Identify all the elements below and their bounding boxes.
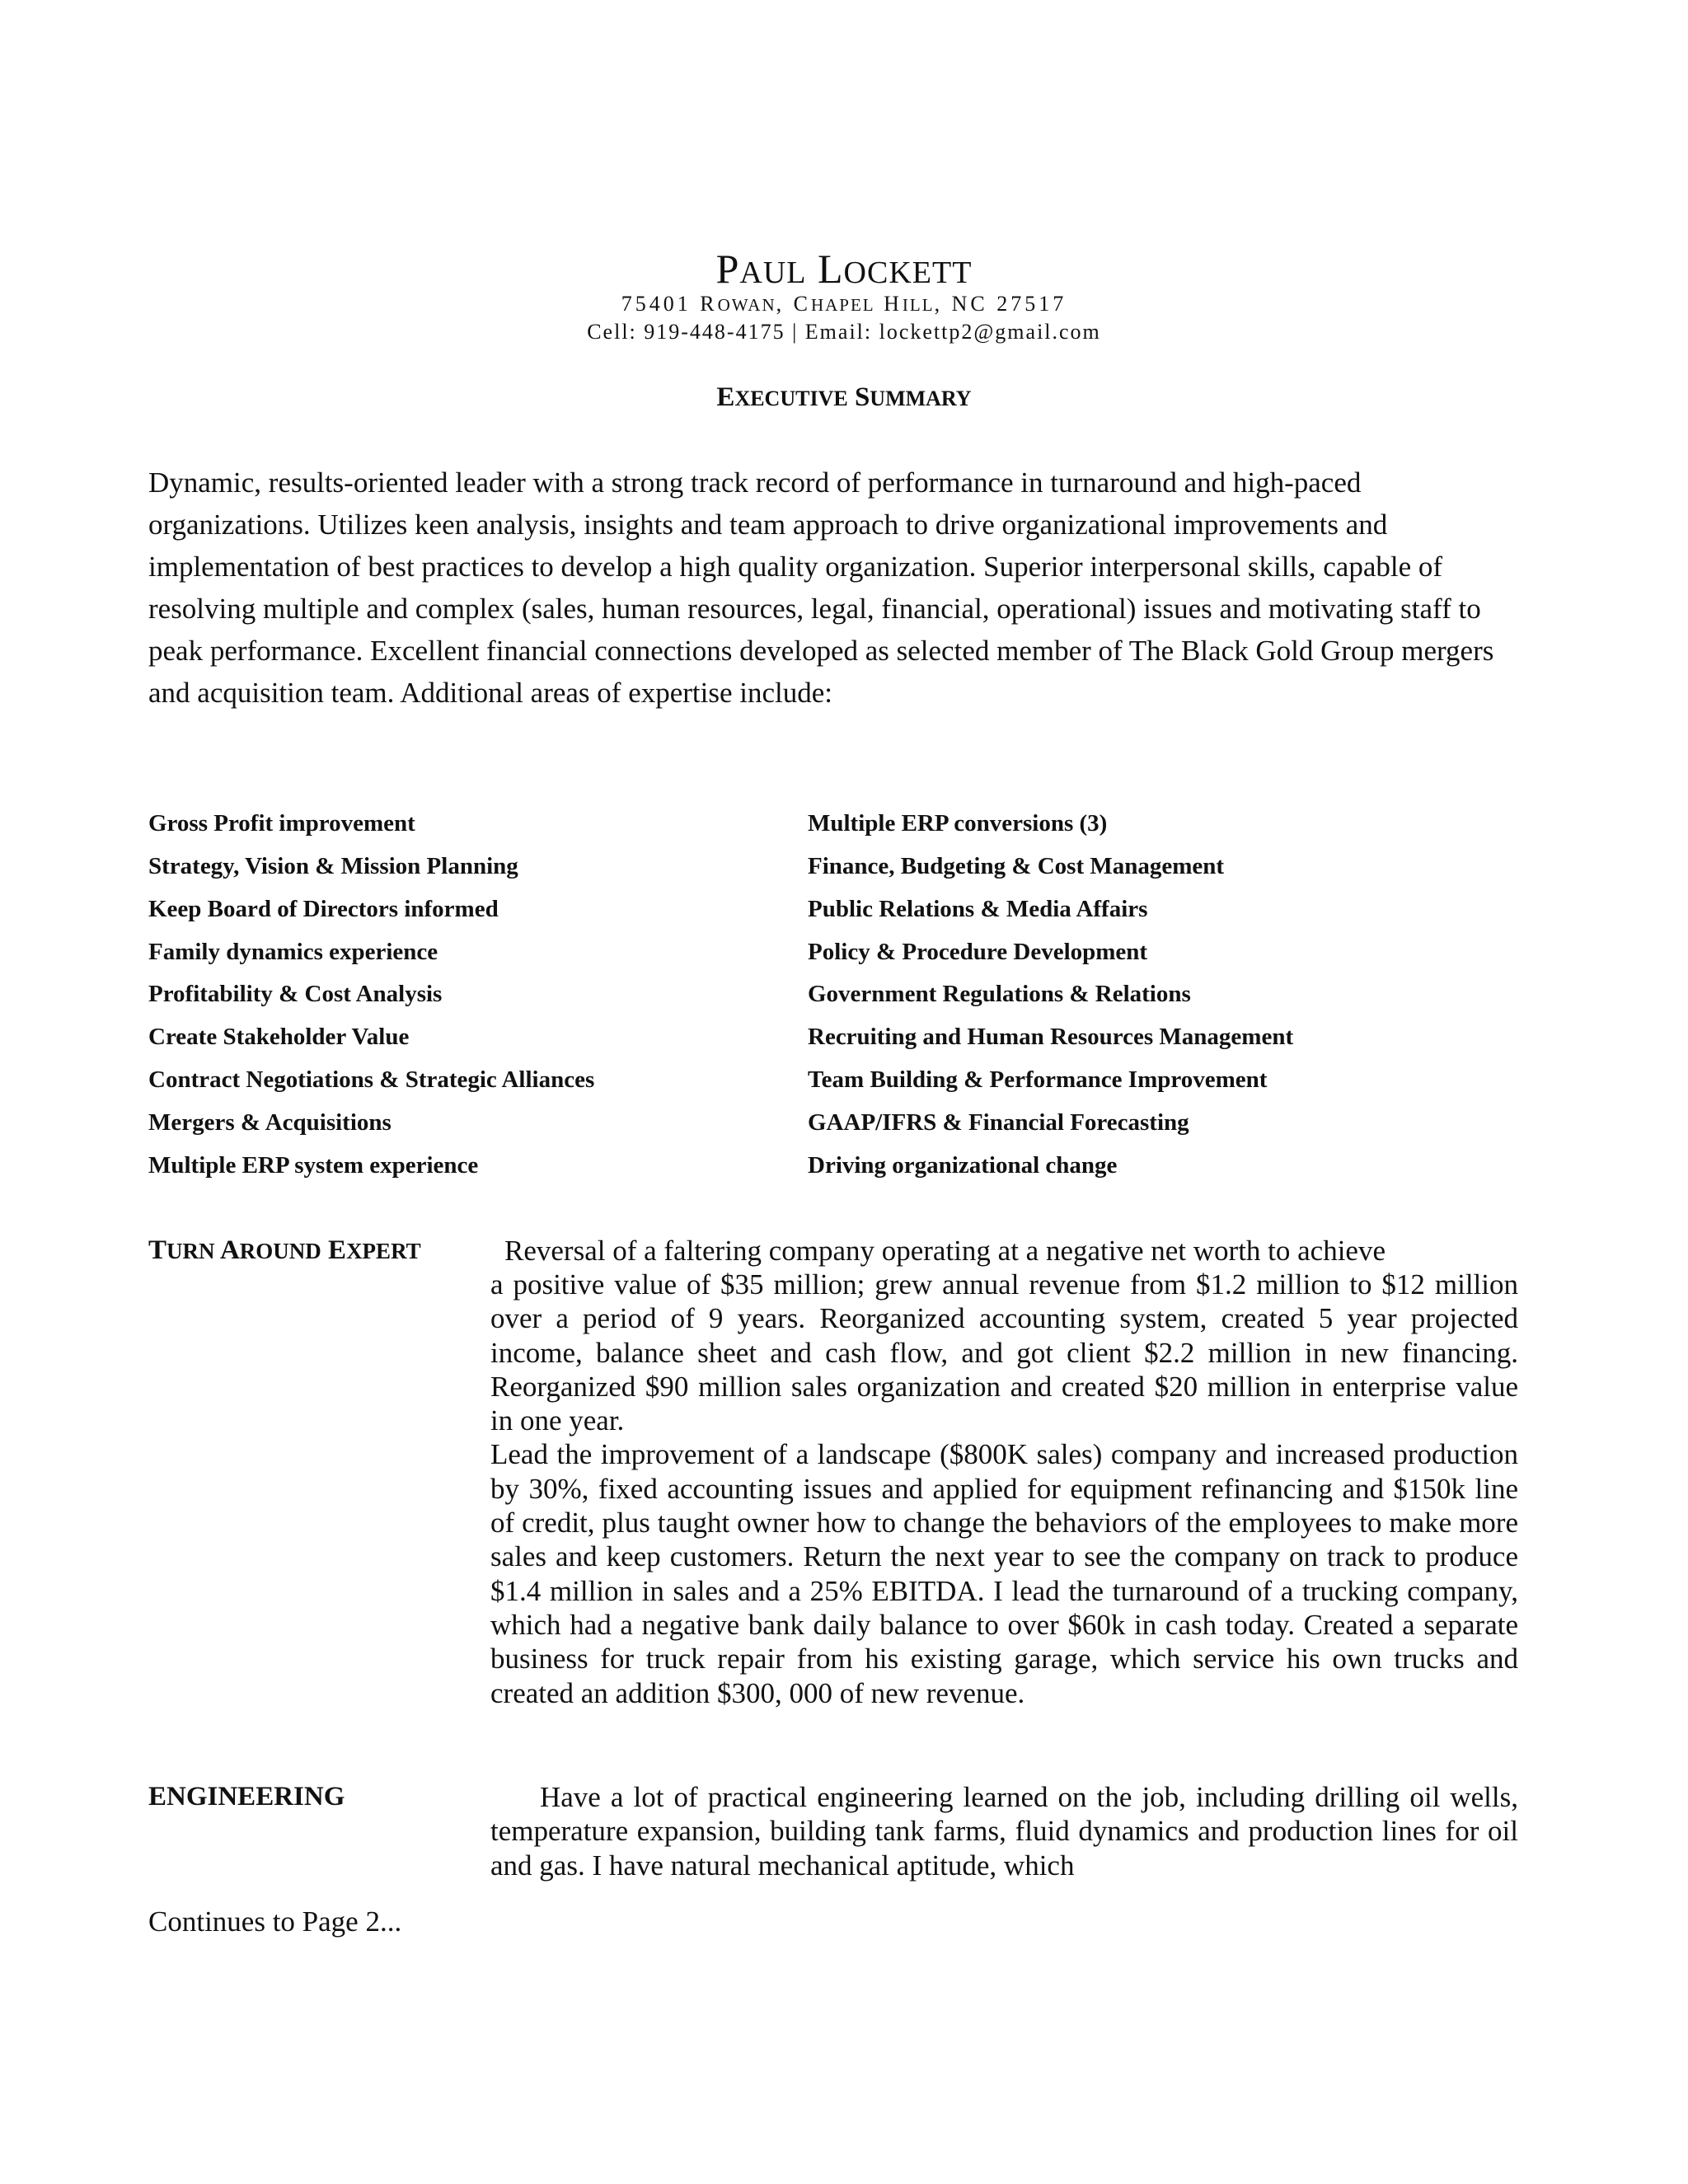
exec-title-s: S <box>854 382 870 412</box>
name-last-initial: L <box>818 246 844 292</box>
engineering-label: ENGINEERING <box>148 1782 345 1811</box>
skill-right-2: Finance, Budgeting & Cost Management <box>808 853 1225 879</box>
executive-summary-text: Dynamic, results-oriented leader with a strong track record of performance in turnaround and high-paced organizations. Utilizes keen analysis, insights and team approach to drive organizational improvements and implementation of best practices to develop a high quality organization. Superior interpersonal skills, capable of resolving multiple and complex (sales, human resources, legal, financial, operational) issues and motivating staff to peak performance. Excellent financial connections developed as selected member of The Black Gold Group mergers and acquisition team. Additional areas of expertise include: <box>148 466 1494 709</box>
turnaround-label-round: ROUND <box>239 1239 321 1263</box>
name-first-rest: AUL <box>739 255 807 290</box>
skill-right-5: Government Regulations & Relations <box>808 981 1191 1007</box>
name-first-initial: P <box>715 246 740 292</box>
skill-left-5: Profitability & Cost Analysis <box>148 981 443 1007</box>
skill-left-3: Keep Board of Directors informed <box>148 896 499 922</box>
skill-right-7: Team Building & Performance Improvement <box>808 1066 1268 1093</box>
skill-right-1: Multiple ERP conversions (3) <box>808 810 1108 837</box>
skill-left-9: Multiple ERP system experience <box>148 1152 479 1179</box>
skill-right-4: Policy & Procedure Development <box>808 939 1148 965</box>
turnaround-paragraph-1: a positive value of $35 million; grew annual revenue from $1.2 million to $12 million over a period of 9 years. Reorganized accounting system, created 5 year projected income, balance sheet and cash flow, and got client $2.2 million in new financing. Reorganized $90 million sales organization and created $20 million in enterprise value in one year. <box>490 1268 1518 1437</box>
skill-left-2: Strategy, Vision & Mission Planning <box>148 853 518 879</box>
contact-line: Cell: 919-448-4175 | Email: lockettp2@gmail.com <box>587 320 1101 344</box>
engineering-body <box>490 1780 1518 1882</box>
continues-note: Continues to Page 2... <box>148 1905 402 1938</box>
skill-right-6: Recruiting and Human Resources Management <box>808 1024 1294 1050</box>
turnaround-body <box>490 1268 1518 1710</box>
address-c: C <box>793 292 811 316</box>
turnaround-label-urn: URN <box>166 1239 215 1263</box>
engineering-text: Have a lot of practical engineering learned on the job, including drilling oil wells, temperature expansion, building tank farms, fluid dynamics and production lines for oil and gas. I have natural mechanical aptitude, which <box>490 1781 1518 1882</box>
exec-title-rest1: XECUTIVE <box>734 387 848 410</box>
address-hill-rest: ILL <box>902 295 935 315</box>
turnaround-label-xpert: XPERT <box>346 1239 421 1263</box>
skill-right-9: Driving organizational change <box>808 1152 1118 1179</box>
turnaround-label <box>148 1234 421 1268</box>
skill-left-8: Mergers & Acquisitions <box>148 1109 392 1136</box>
address-h: H <box>884 292 903 316</box>
turnaround-first-line: Reversal of a faltering company operating at a negative net worth to achieve <box>504 1235 1386 1267</box>
turnaround-label-e: E <box>328 1235 347 1265</box>
address-chapel-rest: HAPEL <box>810 295 875 315</box>
address-r: R <box>700 292 718 316</box>
turnaround-label-t: T <box>148 1235 167 1265</box>
skill-left-1: Gross Profit improvement <box>148 810 415 837</box>
name-last-rest: OCKETT <box>843 255 973 290</box>
exec-title-e: E <box>716 382 735 412</box>
skill-right-8: GAAP/IFRS & Financial Forecasting <box>808 1109 1189 1136</box>
address-line: 75401 ROWAN, CHAPEL HILL, NC 27517 <box>621 292 1067 316</box>
executive-summary-heading <box>0 381 1688 415</box>
address-rowan-rest: OWAN <box>717 295 776 315</box>
skill-left-4: Family dynamics experience <box>148 939 438 965</box>
exec-title-rest2: UMMARY <box>870 387 972 410</box>
skill-left-7: Contract Negotiations & Strategic Alliances <box>148 1066 595 1093</box>
address-state-zip: , NC 27517 <box>934 292 1067 316</box>
skill-left-6: Create Stakeholder Value <box>148 1024 410 1050</box>
skill-right-3: Public Relations & Media Affairs <box>808 896 1148 922</box>
turnaround-label-a: A <box>219 1235 240 1265</box>
turnaround-paragraph-2: Lead the improvement of a landscape ($800K sales) company and increased production by 30%, fixed accounting issues and applied for equipment refinancing and $150k line of credit, plus taught owner how to change the behaviors of the employees to make more sales and keep customers. Return the next year to see the company on track to produce $1.4 million in sales and a 25% EBITDA. I lead the turnaround of a trucking company, which had a negative bank daily balance to over $60k in cash today. Created a separate business for truck repair from his existing garage, which service his own trucks and created an addition $300, 000 of new revenue. <box>490 1438 1518 1709</box>
address-number: 75401 <box>621 292 692 316</box>
